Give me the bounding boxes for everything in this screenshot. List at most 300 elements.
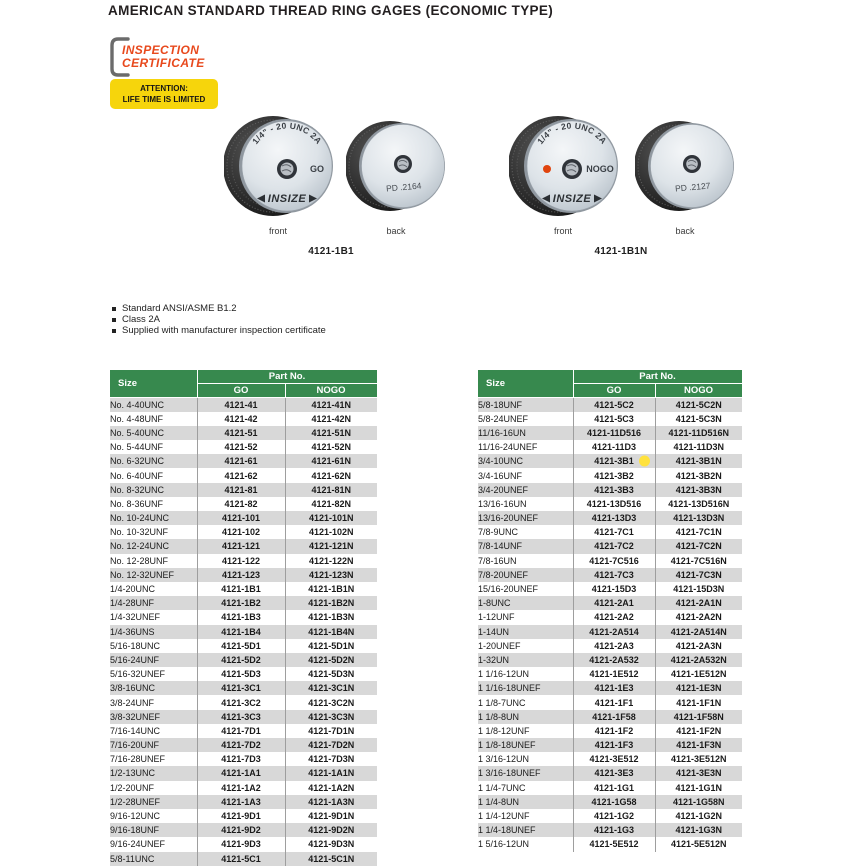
- size-cell: 1 1/16-12UN: [478, 669, 530, 680]
- go-cell: 4121-7C3: [573, 568, 655, 582]
- go-cell: 4121-81: [197, 483, 285, 497]
- go-cell: 4121-1G2: [573, 809, 655, 823]
- nogo-cell: 4121-1B1N: [285, 582, 377, 596]
- size-cell: 3/4-16UNF: [478, 470, 523, 481]
- size-cell: 1 1/8-12UNF: [478, 725, 530, 736]
- go-cell: 4121-3B3: [573, 483, 655, 497]
- size-cell: No. 6-40UNF: [110, 470, 164, 481]
- table-row: [478, 795, 742, 809]
- nogo-cell: 4121-123N: [285, 568, 377, 582]
- nogo-cell: 4121-7D3N: [285, 752, 377, 766]
- table-row: [478, 710, 742, 724]
- nogo-cell: 4121-9D2N: [285, 823, 377, 837]
- feature-text: Standard ANSI/ASME B1.2: [122, 303, 237, 314]
- attention-line2: LIFE TIME IS LIMITED: [122, 95, 206, 104]
- table-row: [478, 837, 742, 851]
- certificate-line2: CERTIFICATE: [122, 56, 205, 70]
- feature-text: Class 2A: [122, 314, 161, 325]
- feature-item: [112, 325, 326, 336]
- brand-marking: INSIZE: [552, 193, 592, 205]
- table-row: [478, 667, 742, 681]
- nogo-cell: 4121-3C1N: [285, 681, 377, 695]
- size-cell: 3/4-10UNC: [478, 456, 524, 467]
- size-cell: 1 1/4-18UNEF: [478, 825, 536, 836]
- size-cell: 1-32UN: [478, 654, 510, 665]
- table-row: [478, 681, 742, 695]
- go-cell: 4121-15D3: [573, 582, 655, 596]
- column-header-go: GO: [197, 384, 285, 398]
- nogo-cell: 4121-1F3N: [655, 738, 742, 752]
- table-row: [110, 511, 377, 525]
- nogo-cell: 4121-122N: [285, 554, 377, 568]
- nogo-cell: 4121-1B2N: [285, 596, 377, 610]
- size-cell: 1 1/16-18UNEF: [478, 683, 541, 694]
- product-part-number: 4121-1B1N: [594, 246, 648, 257]
- size-cell: 7/8-20UNEF: [478, 569, 529, 580]
- nogo-cell: 4121-7D2N: [285, 738, 377, 752]
- nogo-cell: 4121-1A3N: [285, 795, 377, 809]
- size-cell: 1 1/4-12UNF: [478, 811, 530, 822]
- table-row: [110, 454, 377, 468]
- page-title: AMERICAN STANDARD THREAD RING GAGES (ECONOMIC TYPE): [108, 3, 554, 18]
- nogo-cell: 4121-15D3N: [655, 582, 742, 596]
- nogo-cell: 4121-1F58N: [655, 710, 742, 724]
- size-cell: 13/16-20UNEF: [478, 513, 539, 524]
- nogo-cell: 4121-3E3N: [655, 766, 742, 780]
- nogo-cell: 4121-42N: [285, 412, 377, 426]
- nogo-cell: 4121-13D516N: [655, 497, 742, 511]
- nogo-cell: 4121-3B1N: [655, 454, 742, 468]
- go-cell: 4121-1E512: [573, 667, 655, 681]
- table-row: [110, 596, 377, 610]
- table-row: [110, 440, 377, 454]
- nogo-cell: 4121-5C1N: [285, 852, 377, 866]
- nogo-cell: 4121-7C3N: [655, 568, 742, 582]
- nogo-cell: 4121-2A1N: [655, 596, 742, 610]
- feature-item: [112, 303, 326, 314]
- go-cell: 4121-1A3: [197, 795, 285, 809]
- table-row: [478, 497, 742, 511]
- nogo-cell: 4121-7C1N: [655, 525, 742, 539]
- size-cell: 1 3/16-12UN: [478, 754, 530, 765]
- size-cell: 11/16-24UNEF: [478, 442, 538, 453]
- go-cell: 4121-2A3: [573, 639, 655, 653]
- go-cell: 4121-7C516: [573, 554, 655, 568]
- table-row: [110, 582, 377, 596]
- table-row: [478, 781, 742, 795]
- ring-gage-nogo-front-photo: [509, 111, 621, 226]
- column-header-size: Size: [478, 370, 573, 398]
- table-row: [110, 483, 377, 497]
- table-row: [478, 695, 742, 709]
- go-cell: 4121-2A532: [573, 653, 655, 667]
- size-cell: 5/16-18UNC: [110, 640, 161, 651]
- table-row: [478, 539, 742, 553]
- table-row: [478, 440, 742, 454]
- nogo-cell: 4121-1G3N: [655, 823, 742, 837]
- go-cell: 4121-1B1: [197, 582, 285, 596]
- ring-gage-go-back-photo: [346, 117, 446, 220]
- size-cell: No. 5-40UNC: [110, 427, 165, 438]
- table-row: [110, 468, 377, 482]
- go-cell: 4121-1A2: [197, 781, 285, 795]
- go-cell: 4121-3C2: [197, 695, 285, 709]
- size-cell: 5/8-18UNF: [478, 399, 523, 410]
- nogo-cell: 4121-52N: [285, 440, 377, 454]
- go-cell: 4121-7D2: [197, 738, 285, 752]
- go-cell: 4121-1F2: [573, 724, 655, 738]
- nogo-cell: 4121-5D1N: [285, 639, 377, 653]
- column-header-partno: Part No.: [573, 370, 742, 384]
- go-cell: 4121-1F1: [573, 695, 655, 709]
- nogo-cell: 4121-121N: [285, 539, 377, 553]
- go-cell: 4121-1B4: [197, 625, 285, 639]
- nogo-cell: 4121-9D1N: [285, 809, 377, 823]
- front-label: front: [553, 226, 573, 236]
- nogo-cell: 4121-11D3N: [655, 440, 742, 454]
- go-cell: 4121-1E3: [573, 681, 655, 695]
- size-cell: 5/16-32UNEF: [110, 669, 166, 680]
- go-cell: 4121-42: [197, 412, 285, 426]
- attention-line1: ATTENTION:: [140, 83, 188, 93]
- bullet-square-icon: [112, 307, 116, 311]
- product-part-number: 4121-1B1: [308, 246, 354, 257]
- go-cell: 4121-9D3: [197, 837, 285, 851]
- go-cell: 4121-7C1: [573, 525, 655, 539]
- go-cell: 4121-7C2: [573, 539, 655, 553]
- feature-item: [112, 314, 326, 325]
- go-cell: 4121-1F3: [573, 738, 655, 752]
- size-cell: 1 1/4-7UNC: [478, 782, 526, 793]
- size-cell: 9/16-24UNEF: [110, 839, 166, 850]
- table-row: [110, 426, 377, 440]
- table-row: [110, 667, 377, 681]
- size-cell: 1-12UNF: [478, 612, 515, 623]
- go-cell: 4121-3B2: [573, 468, 655, 482]
- table-row: [478, 525, 742, 539]
- size-cell: 1-14UN: [478, 626, 510, 637]
- table-row: [478, 483, 742, 497]
- table-row: [478, 738, 742, 752]
- column-header-nogo: NOGO: [285, 384, 377, 398]
- size-cell: 1/2-13UNC: [110, 768, 156, 779]
- table-row: [478, 809, 742, 823]
- go-cell: 4121-3E512: [573, 752, 655, 766]
- nogo-cell: 4121-1G2N: [655, 809, 742, 823]
- nogo-cell: 4121-5E512N: [655, 837, 742, 851]
- size-cell: 1/2-20UNF: [110, 782, 155, 793]
- table-row: [478, 766, 742, 780]
- size-cell: 1 1/8-18UNEF: [478, 740, 536, 751]
- nogo-cell: 4121-1E3N: [655, 681, 742, 695]
- nogo-cell: 4121-3E512N: [655, 752, 742, 766]
- go-cell: 4121-3C3: [197, 710, 285, 724]
- go-cell: 4121-3B1: [573, 454, 655, 468]
- feature-text: Supplied with manufacturer inspection certificate: [122, 325, 326, 336]
- nogo-cell: 4121-41N: [285, 398, 377, 412]
- table-row: [110, 625, 377, 639]
- nogo-cell: 4121-2A532N: [655, 653, 742, 667]
- nogo-cell: 4121-1F1N: [655, 695, 742, 709]
- go-cell: 4121-122: [197, 554, 285, 568]
- table-row: [478, 468, 742, 482]
- nogo-cell: 4121-1E512N: [655, 667, 742, 681]
- nogo-cell: 4121-1A1N: [285, 766, 377, 780]
- table-row: [110, 837, 377, 851]
- size-cell: 3/8-16UNC: [110, 683, 156, 694]
- bullet-square-icon: [112, 318, 116, 322]
- go-cell: 4121-11D516: [573, 426, 655, 440]
- size-cell: 1 1/4-8UN: [478, 796, 520, 807]
- nogo-cell: 4121-5C3N: [655, 412, 742, 426]
- table-row: [478, 724, 742, 738]
- nogo-cell: 4121-5C2N: [655, 398, 742, 412]
- size-cell: 5/16-24UNF: [110, 654, 160, 665]
- front-label: front: [268, 226, 288, 236]
- pd-marking: PD .2164: [385, 180, 422, 194]
- go-cell: 4121-2A514: [573, 625, 655, 639]
- size-cell: 1 1/8-7UNC: [478, 697, 526, 708]
- size-cell: 5/8-24UNEF: [478, 413, 529, 424]
- certificate-line1: INSPECTION: [122, 43, 200, 57]
- go-cell: 4121-1B3: [197, 610, 285, 624]
- size-cell: 13/16-16UN: [478, 498, 527, 509]
- go-cell: 4121-62: [197, 468, 285, 482]
- size-cell: No. 12-32UNEF: [110, 569, 175, 580]
- table-row: [478, 511, 742, 525]
- column-header-go: GO: [573, 384, 655, 398]
- size-cell: 1/2-28UNEF: [110, 796, 161, 807]
- go-cell: 4121-3C1: [197, 681, 285, 695]
- size-cell: 5/8-11UNC: [110, 853, 155, 864]
- nogo-cell: 4121-1A2N: [285, 781, 377, 795]
- table-row: [478, 426, 742, 440]
- size-cell: 9/16-18UNF: [110, 825, 160, 836]
- size-cell: 1 5/16-12UN: [478, 839, 530, 850]
- column-header-partno: Part No.: [197, 370, 377, 384]
- go-cell: 4121-5D1: [197, 639, 285, 653]
- table-row: [110, 752, 377, 766]
- nogo-cell: 4121-51N: [285, 426, 377, 440]
- table-row: [478, 554, 742, 568]
- go-cell: 4121-7D1: [197, 724, 285, 738]
- table-row: [478, 625, 742, 639]
- go-cell: 4121-13D3: [573, 511, 655, 525]
- table-row: [110, 554, 377, 568]
- nogo-cell: 4121-61N: [285, 454, 377, 468]
- go-cell: 4121-41: [197, 398, 285, 412]
- go-cell: 4121-5C3: [573, 412, 655, 426]
- table-row: [110, 809, 377, 823]
- size-cell: 3/4-20UNEF: [478, 484, 529, 495]
- ring-gage-nogo-back-photo: [635, 117, 735, 220]
- size-cell: 3/8-32UNEF: [110, 711, 161, 722]
- size-cell: No. 4-40UNC: [110, 399, 165, 410]
- column-header-nogo: NOGO: [655, 384, 742, 398]
- table-row: [110, 525, 377, 539]
- table-row: [478, 568, 742, 582]
- nogo-cell: 4121-82N: [285, 497, 377, 511]
- size-cell: 9/16-12UNC: [110, 811, 161, 822]
- nogo-cell: 4121-62N: [285, 468, 377, 482]
- go-cell: 4121-5E512: [573, 837, 655, 851]
- nogo-cell: 4121-7D1N: [285, 724, 377, 738]
- go-marking: GO: [309, 164, 325, 174]
- thread-spec-text: 1/4" - 20 UNC 2A: [535, 120, 609, 146]
- nogo-cell: 4121-1G1N: [655, 781, 742, 795]
- size-cell: 7/8-14UNF: [478, 541, 523, 552]
- go-cell: 4121-51: [197, 426, 285, 440]
- table-row: [110, 568, 377, 582]
- size-cell: 11/16-16UN: [478, 427, 526, 438]
- nogo-cell: 4121-11D516N: [655, 426, 742, 440]
- table-row: [110, 738, 377, 752]
- table-row: [110, 539, 377, 553]
- table-row: [110, 781, 377, 795]
- table-row: [478, 653, 742, 667]
- nogo-cell: 4121-3C3N: [285, 710, 377, 724]
- nogo-cell: 4121-13D3N: [655, 511, 742, 525]
- table-row: [110, 681, 377, 695]
- size-cell: 1-8UNC: [478, 598, 511, 609]
- go-cell: 4121-5D2: [197, 653, 285, 667]
- go-cell: 4121-9D1: [197, 809, 285, 823]
- size-cell: 1/4-20UNC: [110, 584, 156, 595]
- go-cell: 4121-82: [197, 497, 285, 511]
- go-cell: 4121-61: [197, 454, 285, 468]
- size-cell: 1-20UNEF: [478, 640, 521, 651]
- nogo-cell: 4121-102N: [285, 525, 377, 539]
- go-cell: 4121-2A2: [573, 610, 655, 624]
- nogo-cell: 4121-9D3N: [285, 837, 377, 851]
- go-cell: 4121-121: [197, 539, 285, 553]
- table-row: [478, 610, 742, 624]
- nogo-cell: 4121-2A3N: [655, 639, 742, 653]
- table-row: [478, 412, 742, 426]
- nogo-cell: 4121-7C2N: [655, 539, 742, 553]
- column-header-size: Size: [110, 370, 197, 398]
- highlight-dot-icon: [639, 456, 650, 467]
- nogo-cell: 4121-5D2N: [285, 653, 377, 667]
- size-cell: No. 4-48UNF: [110, 413, 164, 424]
- size-cell: 7/8-9UNC: [478, 527, 519, 538]
- size-cell: No. 5-44UNF: [110, 442, 164, 453]
- size-cell: 1/4-36UNS: [110, 626, 155, 637]
- size-cell: No. 12-28UNF: [110, 555, 169, 566]
- size-cell: 1 3/16-18UNEF: [478, 768, 541, 779]
- pd-marking: PD .2127: [674, 180, 711, 194]
- size-cell: 7/8-16UN: [478, 555, 517, 566]
- size-cell: No. 6-32UNC: [110, 456, 165, 467]
- brand-marking: INSIZE: [267, 193, 307, 205]
- go-cell: 4121-1A1: [197, 766, 285, 780]
- table-row: [110, 724, 377, 738]
- nogo-cell: 4121-3C2N: [285, 695, 377, 709]
- ring-gage-go-front-photo: [224, 111, 336, 226]
- go-cell: 4121-3E3: [573, 766, 655, 780]
- go-cell: 4121-5D3: [197, 667, 285, 681]
- nogo-cell: 4121-81N: [285, 483, 377, 497]
- back-label: back: [386, 226, 406, 236]
- parts-table-right: [478, 369, 743, 852]
- size-cell: 1 1/8-8UN: [478, 711, 520, 722]
- go-cell: 4121-1B2: [197, 596, 285, 610]
- go-cell: 4121-9D2: [197, 823, 285, 837]
- size-cell: 1/4-32UNEF: [110, 612, 161, 623]
- table-row: [478, 752, 742, 766]
- table-row: [110, 639, 377, 653]
- go-cell: 4121-5C2: [573, 398, 655, 412]
- nogo-cell: 4121-5D3N: [285, 667, 377, 681]
- table-row: [478, 596, 742, 610]
- size-cell: 7/16-28UNEF: [110, 754, 166, 765]
- thread-spec-text: 1/4" - 20 UNC 2A: [250, 120, 324, 146]
- go-cell: 4121-101: [197, 511, 285, 525]
- go-cell: 4121-7D3: [197, 752, 285, 766]
- nogo-cell: 4121-2A514N: [655, 625, 742, 639]
- nogo-cell: 4121-3B2N: [655, 468, 742, 482]
- nogo-cell: 4121-7C516N: [655, 554, 742, 568]
- red-dot-icon: [543, 165, 551, 173]
- go-cell: 4121-13D516: [573, 497, 655, 511]
- go-cell: 4121-5C1: [197, 852, 285, 866]
- go-cell: 4121-52: [197, 440, 285, 454]
- table-row: [110, 695, 377, 709]
- table-row: [110, 610, 377, 624]
- go-cell: 4121-123: [197, 568, 285, 582]
- table-row: [110, 412, 377, 426]
- table-row: [110, 710, 377, 724]
- back-label: back: [675, 226, 695, 236]
- table-row: [110, 653, 377, 667]
- go-cell: 4121-1G58: [573, 795, 655, 809]
- nogo-cell: 4121-3B3N: [655, 483, 742, 497]
- table-row: [478, 639, 742, 653]
- parts-table-left: [110, 369, 378, 866]
- size-cell: No. 8-32UNC: [110, 484, 165, 495]
- go-cell: 4121-2A1: [573, 596, 655, 610]
- size-cell: 3/8-24UNF: [110, 697, 155, 708]
- table-row: [110, 398, 377, 412]
- bullet-square-icon: [112, 329, 116, 333]
- nogo-cell: 4121-1G58N: [655, 795, 742, 809]
- attention-badge: [110, 79, 218, 109]
- size-cell: 15/16-20UNEF: [478, 584, 539, 595]
- feature-list: [112, 303, 326, 336]
- table-row: [478, 582, 742, 596]
- table-row: [478, 823, 742, 837]
- table-row: [110, 852, 377, 866]
- nogo-cell: 4121-2A2N: [655, 610, 742, 624]
- size-cell: 1/4-28UNF: [110, 598, 155, 609]
- table-row: [110, 497, 377, 511]
- nogo-cell: 4121-101N: [285, 511, 377, 525]
- size-cell: No. 10-32UNF: [110, 527, 169, 538]
- table-row: [478, 398, 742, 412]
- size-cell: No. 8-36UNF: [110, 498, 164, 509]
- nogo-marking: NOGO: [586, 164, 614, 174]
- size-cell: No. 10-24UNC: [110, 513, 170, 524]
- table-row: [110, 766, 377, 780]
- go-cell: 4121-1G3: [573, 823, 655, 837]
- go-cell: 4121-102: [197, 525, 285, 539]
- nogo-cell: 4121-1F2N: [655, 724, 742, 738]
- size-cell: 7/16-14UNC: [110, 725, 161, 736]
- inspection-certificate-icon: [108, 34, 218, 80]
- table-row: [110, 823, 377, 837]
- go-cell: 4121-1F58: [573, 710, 655, 724]
- size-cell: No. 12-24UNC: [110, 541, 170, 552]
